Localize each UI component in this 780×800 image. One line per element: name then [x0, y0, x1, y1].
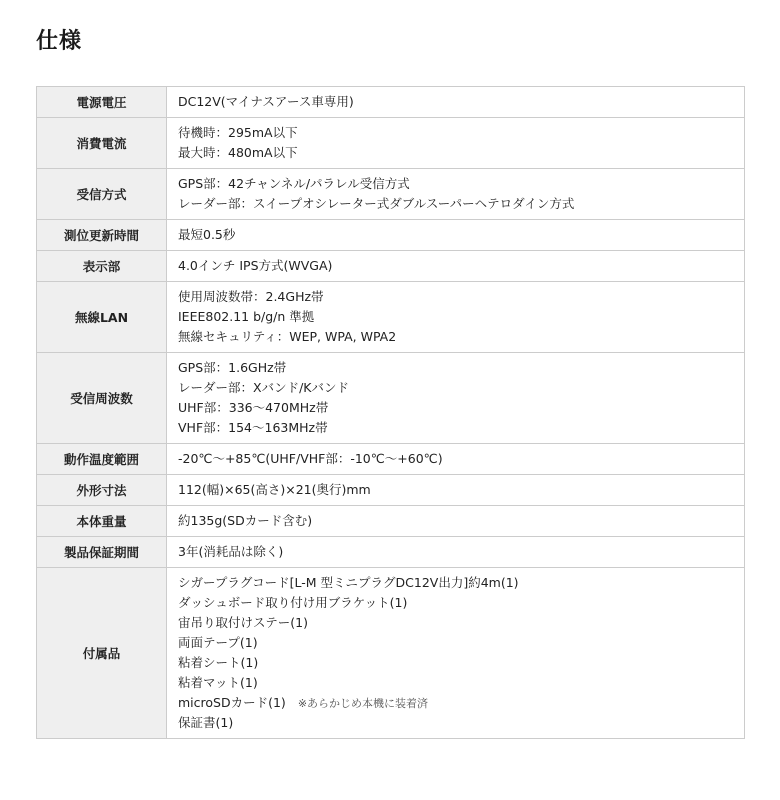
spec-value — [167, 87, 745, 118]
spec-label: 付属品 — [37, 568, 167, 739]
spec-label: 測位更新時間 — [37, 220, 167, 251]
spec-value-text: 最短0.5秒 — [178, 227, 236, 242]
spec-value-text: VHF部：154〜163MHz帯 — [178, 420, 328, 435]
spec-value-line — [178, 287, 744, 307]
spec-row — [37, 118, 745, 169]
spec-value-text: 両面テープ(1) — [178, 635, 258, 650]
spec-value-text: 粘着シート(1) — [178, 655, 259, 670]
spec-value-line — [178, 225, 744, 245]
spec-value-line — [178, 256, 744, 276]
spec-value — [167, 220, 745, 251]
spec-value-line — [178, 358, 744, 378]
spec-value-text: ダッシュボード取り付け用ブラケット(1) — [178, 595, 408, 610]
spec-label: 受信周波数 — [37, 353, 167, 444]
spec-value-text: レーダー部：Xバンド/Kバンド — [178, 380, 349, 395]
spec-row — [37, 282, 745, 353]
spec-row — [37, 444, 745, 475]
spec-value-text: 待機時：295mA以下 — [178, 125, 298, 140]
spec-label: 外形寸法 — [37, 475, 167, 506]
spec-value — [167, 568, 745, 739]
spec-value-text: レーダー部：スイープオシレーター式ダブルスーパーヘテロダイン方式 — [178, 196, 575, 211]
spec-value-text: UHF部：336〜470MHz帯 — [178, 400, 329, 415]
spec-value-line — [178, 713, 744, 733]
spec-value-line — [178, 633, 744, 653]
spec-value-line — [178, 573, 744, 593]
spec-row — [37, 537, 745, 568]
spec-value-text: 3年(消耗品は除く) — [178, 544, 284, 559]
spec-label: 電源電圧 — [37, 87, 167, 118]
spec-value-line — [178, 418, 744, 438]
spec-label: 動作温度範囲 — [37, 444, 167, 475]
spec-row — [37, 220, 745, 251]
spec-value-text: 粘着マット(1) — [178, 675, 258, 690]
spec-value — [167, 475, 745, 506]
spec-value-text: 最大時：480mA以下 — [178, 145, 298, 160]
spec-value — [167, 251, 745, 282]
spec-value-line — [178, 449, 744, 469]
spec-table — [36, 86, 745, 739]
spec-label: 受信方式 — [37, 169, 167, 220]
spec-value-text: 保証書(1) — [178, 715, 234, 730]
spec-value-line — [178, 194, 744, 214]
spec-value-line — [178, 673, 744, 693]
spec-value-line — [178, 92, 744, 112]
spec-row — [37, 475, 745, 506]
spec-label: 製品保証期間 — [37, 537, 167, 568]
spec-value-text: -20℃〜+85℃(UHF/VHF部：-10℃〜+60℃) — [178, 451, 443, 466]
spec-row — [37, 353, 745, 444]
preinstalled-note: ※あらかじめ本機に装着済 — [297, 697, 429, 710]
page-title: 仕様 — [36, 29, 83, 54]
spec-value — [167, 282, 745, 353]
spec-value-text: 4.0インチ IPS方式(WVGA) — [178, 258, 333, 273]
spec-row — [37, 506, 745, 537]
spec-table-body — [37, 87, 745, 739]
spec-value-line — [178, 123, 744, 143]
spec-value-text: microSDカード(1) — [178, 695, 286, 710]
spec-value — [167, 169, 745, 220]
spec-label: 消費電流 — [37, 118, 167, 169]
spec-value-line — [178, 693, 744, 713]
spec-value-line — [178, 511, 744, 531]
spec-value — [167, 353, 745, 444]
spec-value-text: GPS部：42チャンネル/パラレル受信方式 — [178, 176, 410, 191]
spec-value-text: 無線セキュリティ：WEP, WPA, WPA2 — [178, 329, 397, 344]
spec-value-text: シガープラグコード[L-M 型ミニプラグDC12V出力]約4m(1) — [178, 575, 519, 590]
spec-value-line — [178, 542, 744, 562]
spec-value-line — [178, 327, 744, 347]
spec-row — [37, 87, 745, 118]
spec-value-line — [178, 653, 744, 673]
spec-value-text: DC12V(マイナスアース車専用) — [178, 94, 354, 109]
spec-value-line — [178, 593, 744, 613]
spec-value-text: IEEE802.11 b/g/n 準拠 — [178, 309, 315, 324]
spec-value-line — [178, 307, 744, 327]
spec-value — [167, 444, 745, 475]
spec-row — [37, 169, 745, 220]
spec-label: 表示部 — [37, 251, 167, 282]
spec-row — [37, 568, 745, 739]
spec-value-line — [178, 174, 744, 194]
spec-value — [167, 118, 745, 169]
spec-value-line — [178, 480, 744, 500]
spec-value-line — [178, 378, 744, 398]
spec-value — [167, 537, 745, 568]
spec-value-line — [178, 613, 744, 633]
spec-value-text: 約135g(SDカード含む) — [178, 513, 313, 528]
spec-label: 無線LAN — [37, 282, 167, 353]
spec-value-line — [178, 398, 744, 418]
spec-value-text: 宙吊り取付けステー(1) — [178, 615, 308, 630]
spec-row — [37, 251, 745, 282]
spec-value-text: 112(幅)×65(高さ)×21(奥行)mm — [178, 482, 371, 497]
spec-value-text: 使用周波数帯：2.4GHz帯 — [178, 289, 324, 304]
spec-value-line — [178, 143, 744, 163]
spec-label: 本体重量 — [37, 506, 167, 537]
spec-value — [167, 506, 745, 537]
spec-value-text: GPS部：1.6GHz帯 — [178, 360, 287, 375]
